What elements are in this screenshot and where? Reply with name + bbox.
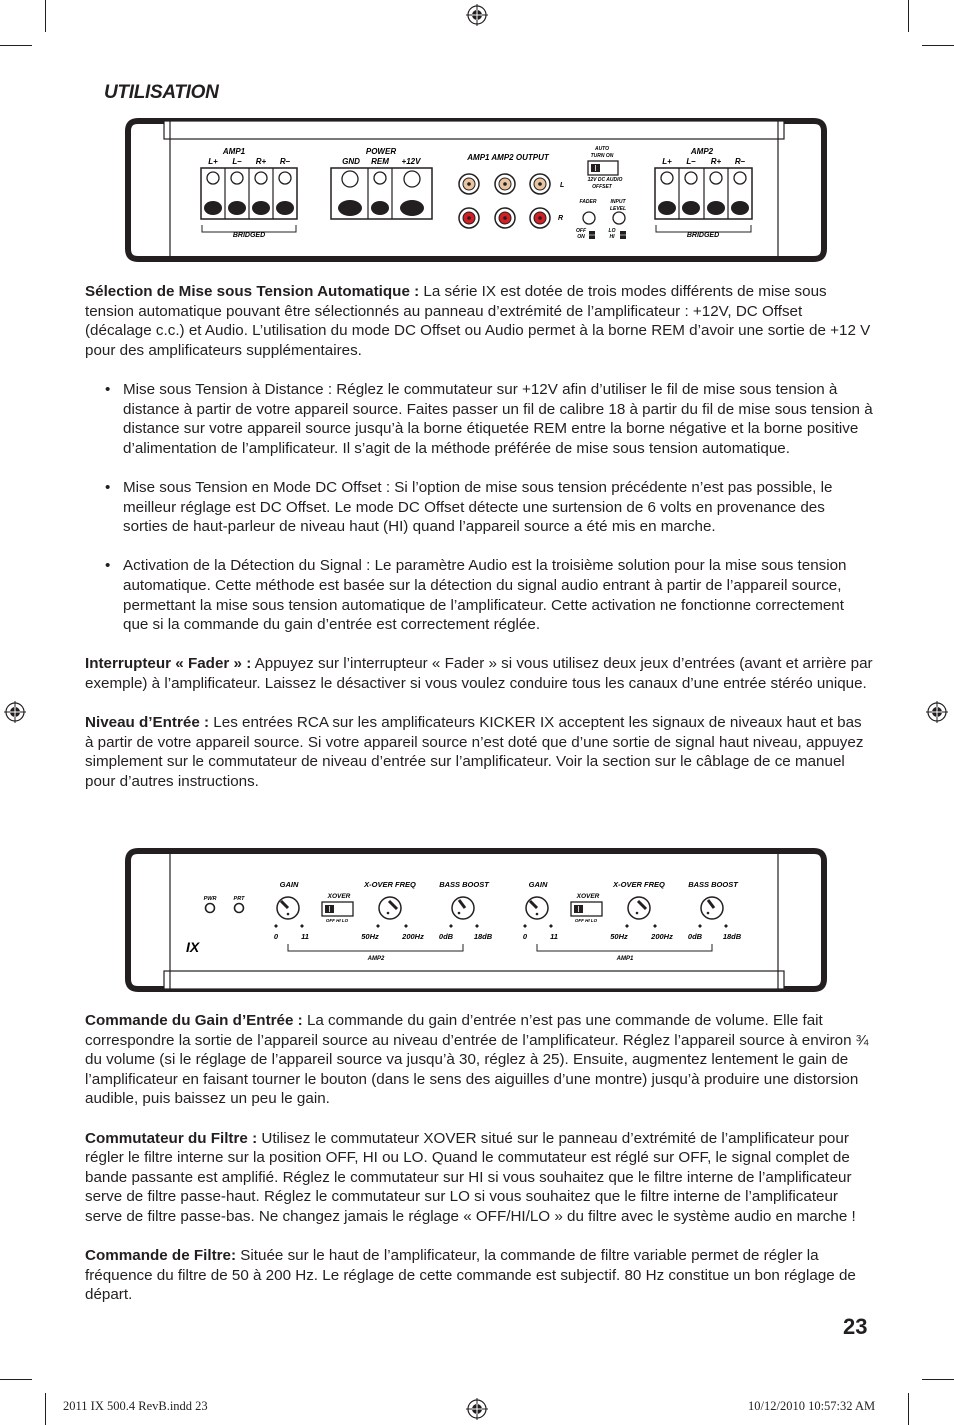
bass-boost-label: BASS BOOST: [688, 880, 738, 889]
paragraph-text: La commande du gain d’entrée n’est pas une commande de volume. Elle fait correspondre la sortie de l’appareil source au niveau d’entrée de l’amplificateur. Réglez l’appareil source à environ ¾ du volume (si le réglage de l’appareil source va jusqu’à 30, réglez à 25). Ensuite, augmentez lentement le gain de l’amplificateur en faisant tourner le bouton (dans le sens des aiguilles d’une montre) jusqu’à produire une distorsion audible, puis baissez un peu le gain.: [85, 1012, 869, 1108]
crop-mark: [0, 1379, 32, 1380]
bass-boost-knob: [452, 897, 474, 919]
terminal-label: REM: [371, 157, 389, 166]
ix-logo: IX: [186, 939, 200, 955]
list-item: • Mise sous Tension en Mode DC Offset : Si l’option de mise sous tension précédente n’est pas possible, le meilleur réglage est DC Offset. Le mode DC Offset détecte une surtension de 6 volts en provenance des sorties de haut-parleur de niveau haut (HI) quand l’appareil source a été mis en marche.: [85, 478, 873, 537]
xover-freq-label: X-OVER FREQ: [364, 880, 416, 889]
gain-max-label: 11: [550, 932, 558, 941]
power-label: POWER: [365, 147, 397, 156]
protect-led: [235, 904, 244, 913]
amp2-group-label: AMP2: [367, 956, 385, 962]
amplifier-control-panel-diagram: [124, 847, 828, 993]
paragraph: [85, 1011, 873, 1109]
input-level-button: [613, 212, 625, 224]
paragraph-text: La série IX est dotée de trois modes différents de mise sous tension automatique pouvant être sélectionnés au panneau d’extrémité de l’amplificateur : +12V, DC Offset (décalage c.c.) et Audio. L’utilisation du mode DC Offset ou Audio permet à la borne REM d’avoir une sortie de +12 V pour des amplificateurs supplémentaires.: [85, 283, 871, 359]
paragraph: [85, 1246, 873, 1305]
terminal-label: L–: [232, 157, 242, 166]
gain-label: GAIN: [528, 880, 548, 889]
lo-label: LO: [608, 228, 616, 234]
paragraph-text: Située sur le haut de l’amplificateur, la commande de filtre variable permet de régler la fréquence du filtre de 50 à 200 Hz. Le réglage de cette commande est subjectif. 80 Hz constitue un bon réglage de départ.: [85, 1247, 856, 1304]
xover-switch: [322, 902, 353, 916]
body-text-2: [85, 1011, 873, 1325]
xover-positions-label: OFF HI LO: [325, 918, 349, 923]
terminal-label: +12V: [401, 157, 421, 166]
section-title: UTILISATION: [104, 82, 219, 103]
power-led: [206, 904, 215, 913]
list-item: • Activation de la Détection du Signal : Le paramètre Audio est la troisième solution pour la mise sous tension automatique. Cette méthode est basée sur la détection du signal audio entrant à partir de l’appareil source, permettant la mise sous tension automatique de l’amplificateur. Cette activation ne fonctionne correctement que si la commande du gain d’entrée est correctement réglée.: [85, 556, 873, 634]
terminal-label: L–: [686, 157, 696, 166]
freq-max-label: 200Hz: [651, 932, 673, 941]
offset-label: OFFSET: [592, 184, 612, 190]
paragraph-heading: Commutateur du Filtre :: [85, 1129, 258, 1147]
gain-label: GAIN: [279, 880, 299, 889]
boost-max-label: 18dB: [473, 932, 493, 941]
terminal-label: L+: [208, 157, 218, 166]
paragraph: [85, 713, 873, 791]
paragraph-text: Appuyez sur l’interrupteur « Fader » si vous utilisez deux jeux d’entrées (avant et arrière par exemple) à l’amplificateur. Laissez le désactiver si vous voulez conduire tous les canaux d’une entrée stéréo unique.: [85, 655, 873, 692]
gain-min-label: 0: [522, 932, 528, 941]
list-item: • Mise sous Tension à Distance : Réglez le commutateur sur +12V afin d’utiliser le fil de mise sous tension à distance à partir de votre appareil source. Faites passer un fil de calibre 18 à partir du fil de mise sous tension à distance sur votre appareil source jusqu’à la borne étiquetée REM entre la borne négative et la borne positive d’alimentation de l’amplificateur. Il s’agit de la méthode préférée de mise sous tension automatique.: [85, 380, 873, 458]
terminal-label: GND: [342, 157, 360, 166]
crop-mark: [0, 45, 32, 46]
switch-positions-label: 12V DC AUDIO: [587, 177, 623, 183]
gain-max-label: 11: [301, 932, 309, 941]
bullet-list: [85, 380, 873, 635]
hi-label: HI: [609, 234, 615, 240]
paragraph-heading: Commande de Filtre:: [85, 1247, 237, 1265]
paragraph-text: Utilisez le commutateur XOVER situé sur le panneau d’extrémité de l’amplificateur pour régler le filtre interne sur la position OFF, HI ou LO. Quand le commutateur est réglé sur OFF, le signal complet de bande passante est amplifié. Réglez le commutateur sur HI si vous souhaitez que le filtre interne de l’amplificateur serve de filtre passe-haut. Réglez le commutateur sur LO si vous souhaitez que le filtre interne de l’amplificateur serve de filtre passe-bas. Ne changez jamais le réglage « OFF/HI/LO » du filtre avec le système audio en marche !: [85, 1129, 856, 1225]
bridged-label: BRIDGED: [232, 232, 266, 239]
paragraph-heading: Niveau d’Entrée :: [85, 714, 210, 732]
terminal-label: R–: [279, 157, 291, 166]
auto-label: AUTO: [594, 146, 610, 152]
xover-freq-label: X-OVER FREQ: [613, 880, 665, 889]
paragraph: [85, 654, 873, 693]
pwr-label: PWR: [203, 896, 217, 902]
paragraph-text: Les entrées RCA sur les amplificateurs KICKER IX acceptent les signaux de niveaux haut et bas à partir de votre appareil source. Si votre appareil source n’est doté que d’une sortie de signal haut niveau, appuyez simplement sur le commutateur de niveau d’entrée sur l’amplificateur. Voir la section sur le câblage de ce manuel pour d’autres instructions.: [85, 714, 864, 790]
terminal-label: R+: [255, 157, 267, 166]
right-channel-label: R: [558, 215, 564, 222]
amp1-label: AMP1: [222, 147, 246, 156]
registration-mark-icon: [466, 4, 488, 26]
amp2-label: AMP2: [690, 147, 714, 156]
crop-mark: [922, 1379, 954, 1380]
off-label: OFF: [576, 228, 586, 234]
xover-positions-label: OFF HI LO: [574, 918, 598, 923]
crop-mark: [922, 45, 954, 46]
registration-mark-icon: [4, 701, 26, 723]
left-channel-label: L: [560, 182, 565, 189]
turn-on-label: TURN ON: [590, 153, 614, 159]
amplifier-end-panel-diagram: [124, 117, 828, 263]
xover-switch: [571, 902, 602, 916]
auto-turn-on-switch: [588, 161, 618, 175]
freq-min-label: 50Hz: [361, 932, 379, 941]
paragraph-heading: Interrupteur « Fader » :: [85, 655, 252, 673]
input-level-label: LEVEL: [609, 206, 627, 212]
terminal-label: R+: [710, 157, 722, 166]
file-slug: 2011 IX 500.4 RevB.indd 23: [63, 1399, 208, 1413]
fader-label: FADER: [579, 199, 597, 205]
input-level-label: INPUT: [610, 199, 626, 205]
body-text-1: [85, 282, 873, 811]
registration-mark-icon: [926, 701, 948, 723]
bass-boost-knob: [701, 897, 723, 919]
page-number: 23: [843, 1314, 868, 1339]
paragraph: [85, 282, 873, 360]
crop-mark: [908, 0, 909, 32]
paragraph-heading: Commande du Gain d’Entrée :: [85, 1012, 303, 1029]
boost-min-label: 0dB: [438, 932, 454, 941]
freq-max-label: 200Hz: [402, 932, 424, 941]
output-label: AMP1 AMP2 OUTPUT: [467, 153, 549, 162]
freq-min-label: 50Hz: [610, 932, 628, 941]
boost-min-label: 0dB: [687, 932, 703, 941]
bass-boost-label: BASS BOOST: [439, 880, 489, 889]
fader-button: [583, 212, 595, 224]
crop-mark: [45, 0, 46, 32]
xover-label: XOVER: [327, 893, 351, 900]
paragraph-heading: Sélection de Mise sous Tension Automatique :: [85, 283, 420, 300]
date-slug: 10/12/2010 10:57:32 AM: [748, 1399, 876, 1413]
gain-min-label: 0: [273, 932, 279, 941]
on-label: ON: [577, 234, 585, 240]
xover-label: XOVER: [576, 893, 600, 900]
prt-label: PRT: [233, 896, 245, 902]
registration-mark-icon: [466, 1398, 488, 1420]
terminal-label: L+: [662, 157, 672, 166]
crop-mark: [45, 1393, 46, 1425]
boost-max-label: 18dB: [722, 932, 742, 941]
crop-mark: [908, 1393, 909, 1425]
paragraph: [85, 1129, 873, 1227]
terminal-label: R–: [734, 157, 746, 166]
amp1-group-label: AMP1: [616, 956, 634, 962]
bridged-label: BRIDGED: [686, 232, 720, 239]
